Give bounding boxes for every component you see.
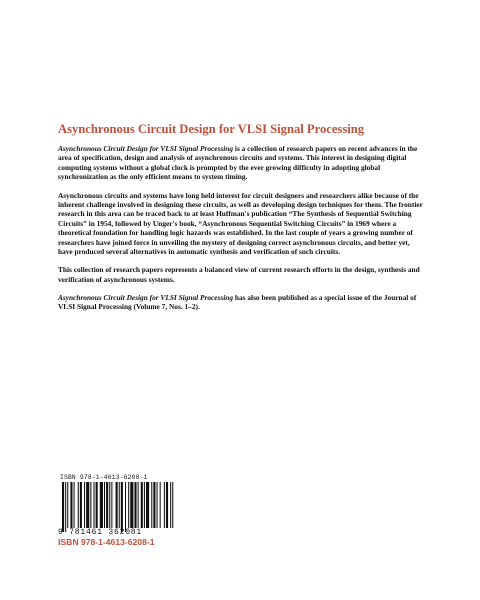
paragraph-1-title: Asynchronous Circuit Design for VLSI Signal Processing xyxy=(58,144,234,153)
barcode-bar xyxy=(172,482,173,528)
barcode-bar xyxy=(94,482,95,528)
barcode-bar xyxy=(160,482,161,528)
barcode-bar xyxy=(130,482,133,528)
barcode-bar xyxy=(96,482,98,528)
back-cover-description xyxy=(58,144,426,321)
barcode-bar xyxy=(109,482,110,528)
barcode-bar xyxy=(134,482,136,528)
barcode-bar xyxy=(80,482,82,528)
barcode-bar xyxy=(86,482,89,528)
barcode-bars xyxy=(58,482,178,532)
barcode-bar xyxy=(116,482,118,528)
paragraph-3: This collection of research papers represents a balanced view of current research efforts in the design, synthesis and verification of asynchronous systems. xyxy=(58,265,420,284)
barcode-bar xyxy=(125,482,126,532)
barcode-bar xyxy=(65,482,66,532)
barcode-bar xyxy=(74,482,75,528)
barcode-bar xyxy=(100,482,103,528)
paragraph-4-title: Asynchronous Circuit Design for VLSI Signal Processing xyxy=(58,293,234,303)
paragraph-1 xyxy=(58,144,426,182)
isbn-label: ISBN 978-1-4613-6208-1 xyxy=(58,537,155,547)
barcode-bar xyxy=(128,482,129,528)
barcode-bar xyxy=(67,482,68,528)
barcode-bar xyxy=(151,482,152,528)
barcode-bar xyxy=(62,482,64,532)
paragraph-4 xyxy=(58,293,426,312)
barcode-block xyxy=(58,474,178,537)
barcode-isbn-text: ISBN 978-1-4613-6208-1 xyxy=(60,474,148,481)
barcode-bar xyxy=(138,482,139,528)
paragraph-4-text: has also been published as a special issue of the Journal of VLSI Signal Processing (Volume 7, Nos. 1–2). xyxy=(58,293,417,312)
barcode-bar xyxy=(70,482,72,528)
barcode-bar xyxy=(104,482,105,528)
barcode-bar xyxy=(144,482,145,528)
book-title: Asynchronous Circuit Design for VLSI Signal Processing xyxy=(58,122,365,136)
barcode-bar xyxy=(146,482,149,528)
barcode-digits: 9 781461 362081 xyxy=(58,528,143,537)
barcode-bar xyxy=(164,482,165,528)
barcode-bar xyxy=(170,482,171,528)
barcode-bar xyxy=(141,482,143,528)
barcode-bar xyxy=(157,482,158,528)
paragraph-1-text: is a collection of research papers on recent advances in the area of specification, design and analysis of asynchronous circuits and systems. This interest in designing digital computing systems without a global clock is prompted by the ever growing difficulty in adopting global synchronization as the only efficient means to system timing. xyxy=(58,144,418,182)
barcode-bar xyxy=(153,482,155,528)
barcode-bar xyxy=(84,482,85,528)
barcode-bar xyxy=(78,482,79,528)
barcode-bar xyxy=(111,482,112,528)
barcode-bar xyxy=(119,482,120,528)
paragraph-2: Asynchronous circuits and systems have long held interest for circuit designers and researchers alike because of the inherent challenge involved in designing these circuits, as well as developing design techniques for them. The frontier research in this area can be traced back to at least Huffman's publication “The Synthesis of Sequential Switching Circuits” in 1954, followed by Unger's book, “Asynchronous Sequential Switching Circuits” in 1969 where a theoretical foundation for handling logic hazards was established. In the last couple of years a growing number of researchers have joined force in unveiling the mystery of designing correct asynchronous circuits, and better yet, have produced several alternatives in automatic synthesis and verification of such circuits. xyxy=(58,190,423,256)
barcode-bar xyxy=(90,482,91,528)
barcode-bar xyxy=(166,482,168,528)
barcode-bar xyxy=(106,482,108,528)
barcode-bar xyxy=(121,482,123,532)
